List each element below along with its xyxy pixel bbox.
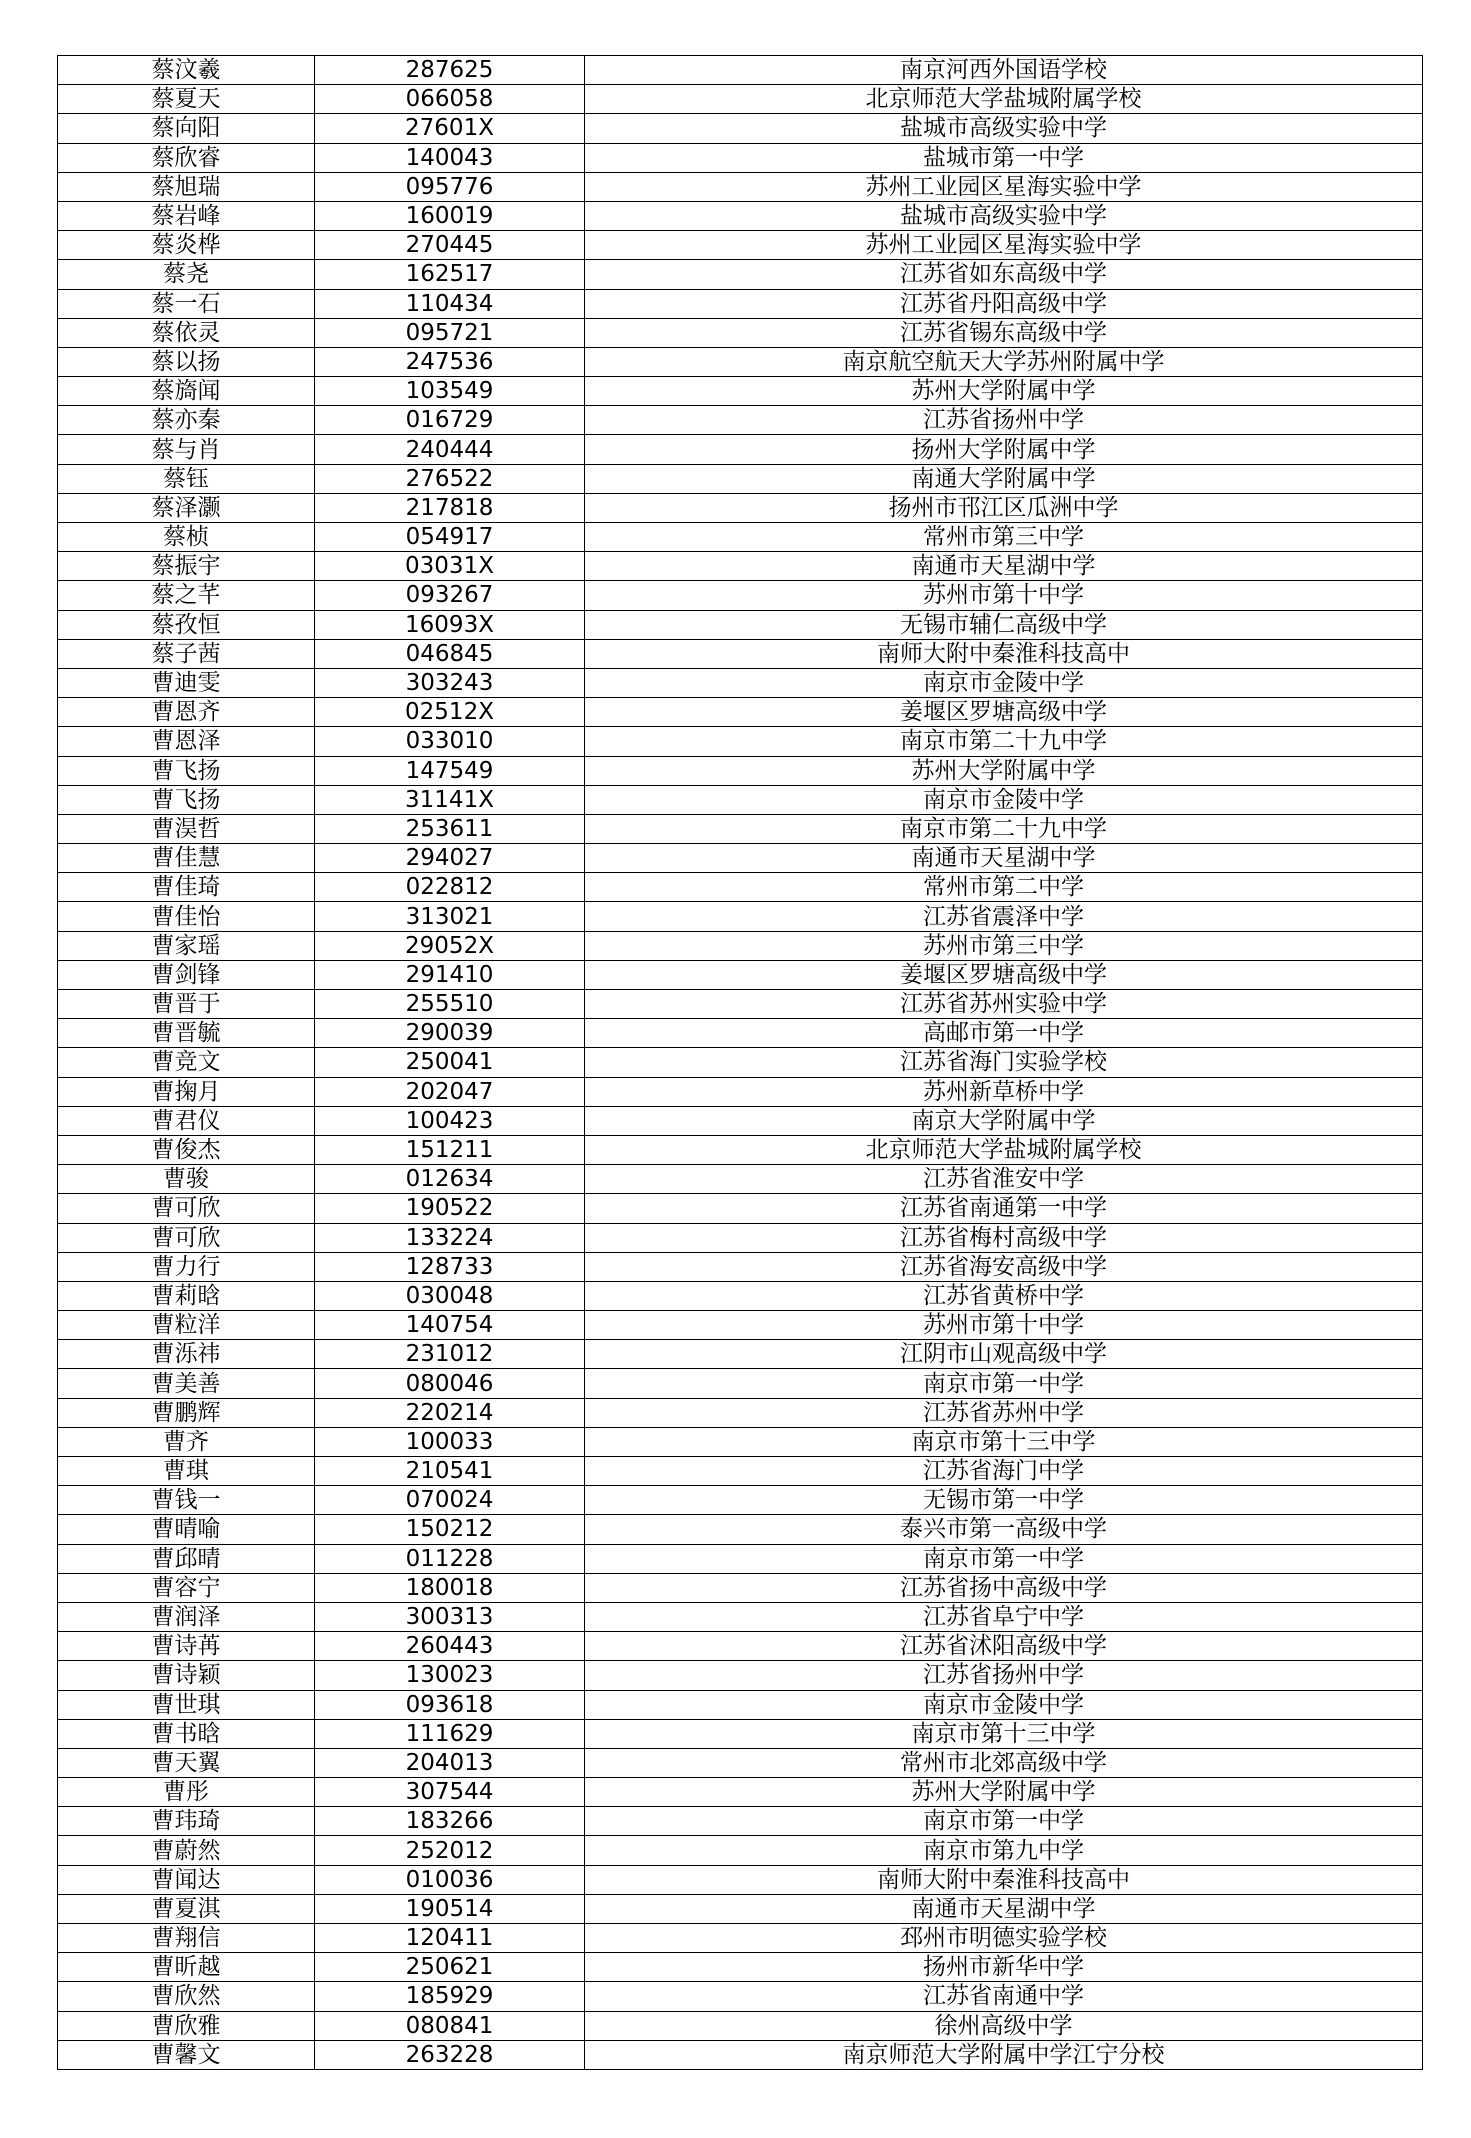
school-name-cell: 江苏省南通中学 (585, 1982, 1423, 2011)
table-row (58, 143, 1423, 172)
student-id-cell: 012634 (315, 1165, 585, 1194)
table-row (58, 902, 1423, 931)
school-name-cell: 常州市北郊高级中学 (585, 1748, 1423, 1777)
table-row (58, 1369, 1423, 1398)
student-id-cell: 162517 (315, 260, 585, 289)
table-row (58, 727, 1423, 756)
student-id-cell: 046845 (315, 639, 585, 668)
school-name-cell: 北京师范大学盐城附属学校 (585, 1135, 1423, 1164)
student-name-cell: 曹诗颖 (58, 1661, 315, 1690)
table-row (58, 172, 1423, 201)
table-row (58, 406, 1423, 435)
school-name-cell: 南京市第二十九中学 (585, 814, 1423, 843)
student-id-cell: 080841 (315, 2011, 585, 2040)
student-id-cell: 054917 (315, 523, 585, 552)
school-name-cell: 苏州工业园区星海实验中学 (585, 172, 1423, 201)
table-row (58, 201, 1423, 230)
table-row (58, 1778, 1423, 1807)
student-id-cell: 016729 (315, 406, 585, 435)
table-row (58, 1894, 1423, 1923)
student-id-cell: 210541 (315, 1457, 585, 1486)
school-name-cell: 无锡市第一中学 (585, 1486, 1423, 1515)
table-row (58, 960, 1423, 989)
student-name-cell: 蔡炎桦 (58, 231, 315, 260)
table-row (58, 756, 1423, 785)
school-name-cell: 南京市第九中学 (585, 1836, 1423, 1865)
table-row (58, 639, 1423, 668)
student-name-cell: 曹玮琦 (58, 1807, 315, 1836)
school-name-cell: 南京市第十三中学 (585, 1427, 1423, 1456)
student-id-cell: 231012 (315, 1340, 585, 1369)
school-name-cell: 江苏省如东高级中学 (585, 260, 1423, 289)
student-name-cell: 蔡亦秦 (58, 406, 315, 435)
table-row (58, 1602, 1423, 1631)
student-id-cell: 190514 (315, 1894, 585, 1923)
school-name-cell: 江苏省沭阳高级中学 (585, 1632, 1423, 1661)
student-name-cell: 蔡尧 (58, 260, 315, 289)
table-row (58, 1077, 1423, 1106)
table-row (58, 260, 1423, 289)
table-row (58, 377, 1423, 406)
table-row (58, 668, 1423, 697)
student-name-cell: 曹粒洋 (58, 1311, 315, 1340)
school-name-cell: 南京市第一中学 (585, 1807, 1423, 1836)
school-name-cell: 南京市金陵中学 (585, 1690, 1423, 1719)
student-name-cell: 曹馨文 (58, 2040, 315, 2069)
student-name-cell: 曹夏淇 (58, 1894, 315, 1923)
school-name-cell: 无锡市辅仁高级中学 (585, 610, 1423, 639)
school-name-cell: 常州市第二中学 (585, 873, 1423, 902)
school-name-cell: 苏州市第三中学 (585, 931, 1423, 960)
student-name-cell: 蔡以扬 (58, 347, 315, 376)
student-id-cell: 03031X (315, 552, 585, 581)
table-row (58, 1661, 1423, 1690)
school-name-cell: 江苏省锡东高级中学 (585, 318, 1423, 347)
student-name-cell: 曹佳琦 (58, 873, 315, 902)
table-row (58, 873, 1423, 902)
student-name-cell: 曹可欣 (58, 1223, 315, 1252)
table-row (58, 1953, 1423, 1982)
student-name-cell: 蔡泽灏 (58, 493, 315, 522)
student-id-cell: 140043 (315, 143, 585, 172)
student-name-cell: 曹骏 (58, 1165, 315, 1194)
student-name-cell: 曹淏哲 (58, 814, 315, 843)
table-row (58, 1748, 1423, 1777)
student-id-cell: 066058 (315, 85, 585, 114)
school-name-cell: 江阴市山观高级中学 (585, 1340, 1423, 1369)
school-name-cell: 苏州工业园区星海实验中学 (585, 231, 1423, 260)
school-name-cell: 江苏省海安高级中学 (585, 1252, 1423, 1281)
school-name-cell: 南京河西外国语学校 (585, 56, 1423, 85)
table-row (58, 814, 1423, 843)
table-row (58, 318, 1423, 347)
table-row (58, 1281, 1423, 1310)
student-id-cell: 130023 (315, 1661, 585, 1690)
student-id-cell: 300313 (315, 1602, 585, 1631)
school-name-cell: 南通市天星湖中学 (585, 1894, 1423, 1923)
table-row (58, 1573, 1423, 1602)
table-row (58, 1106, 1423, 1135)
student-name-cell: 曹美善 (58, 1369, 315, 1398)
school-name-cell: 泰兴市第一高级中学 (585, 1515, 1423, 1544)
student-name-cell: 蔡旭瑞 (58, 172, 315, 201)
school-name-cell: 江苏省震泽中学 (585, 902, 1423, 931)
table-row (58, 1982, 1423, 2011)
table-row (58, 1690, 1423, 1719)
student-name-cell: 蔡夏天 (58, 85, 315, 114)
student-name-cell: 曹容宁 (58, 1573, 315, 1602)
student-id-cell: 150212 (315, 1515, 585, 1544)
school-name-cell: 苏州大学附属中学 (585, 377, 1423, 406)
student-id-cell: 255510 (315, 990, 585, 1019)
student-id-cell: 133224 (315, 1223, 585, 1252)
school-name-cell: 南京市第一中学 (585, 1544, 1423, 1573)
table-row (58, 1807, 1423, 1836)
student-name-cell: 曹家瑶 (58, 931, 315, 960)
student-name-cell: 曹鹏辉 (58, 1398, 315, 1427)
student-id-cell: 252012 (315, 1836, 585, 1865)
student-id-cell: 263228 (315, 2040, 585, 2069)
student-name-cell: 曹琪 (58, 1457, 315, 1486)
school-name-cell: 苏州市第十中学 (585, 1311, 1423, 1340)
student-name-cell: 曹蔚然 (58, 1836, 315, 1865)
school-name-cell: 南京市金陵中学 (585, 785, 1423, 814)
student-name-cell: 曹君仪 (58, 1106, 315, 1135)
school-name-cell: 南京市第一中学 (585, 1369, 1423, 1398)
school-name-cell: 徐州高级中学 (585, 2011, 1423, 2040)
school-name-cell: 江苏省苏州中学 (585, 1398, 1423, 1427)
school-name-cell: 常州市第三中学 (585, 523, 1423, 552)
student-id-cell: 290039 (315, 1019, 585, 1048)
table-row (58, 1486, 1423, 1515)
student-id-cell: 151211 (315, 1135, 585, 1164)
school-name-cell: 盐城市高级实验中学 (585, 114, 1423, 143)
student-id-cell: 291410 (315, 960, 585, 989)
school-name-cell: 盐城市高级实验中学 (585, 201, 1423, 230)
student-name-cell: 曹欣雅 (58, 2011, 315, 2040)
table-row (58, 1515, 1423, 1544)
table-row (58, 1340, 1423, 1369)
table-row (58, 1457, 1423, 1486)
student-id-cell: 29052X (315, 931, 585, 960)
school-name-cell: 南京市第二十九中学 (585, 727, 1423, 756)
student-name-cell: 曹晋于 (58, 990, 315, 1019)
table-row (58, 1311, 1423, 1340)
student-id-cell: 011228 (315, 1544, 585, 1573)
student-id-cell: 303243 (315, 668, 585, 697)
school-name-cell: 南师大附中秦淮科技高中 (585, 639, 1423, 668)
student-name-cell: 曹诗苒 (58, 1632, 315, 1661)
school-name-cell: 江苏省淮安中学 (585, 1165, 1423, 1194)
student-name-cell: 曹恩齐 (58, 698, 315, 727)
student-name-cell: 蔡依灵 (58, 318, 315, 347)
student-id-cell: 204013 (315, 1748, 585, 1777)
student-id-cell: 190522 (315, 1194, 585, 1223)
school-name-cell: 姜堰区罗塘高级中学 (585, 698, 1423, 727)
table-row (58, 698, 1423, 727)
table-row (58, 1194, 1423, 1223)
student-name-cell: 蔡汶羲 (58, 56, 315, 85)
student-name-cell: 曹力行 (58, 1252, 315, 1281)
student-id-cell: 033010 (315, 727, 585, 756)
table-row (58, 289, 1423, 318)
roster-table (57, 55, 1423, 2070)
student-name-cell: 曹飞扬 (58, 785, 315, 814)
student-name-cell: 蔡钰 (58, 464, 315, 493)
table-row (58, 552, 1423, 581)
student-id-cell: 180018 (315, 1573, 585, 1602)
student-id-cell: 140754 (315, 1311, 585, 1340)
student-id-cell: 02512X (315, 698, 585, 727)
student-id-cell: 240444 (315, 435, 585, 464)
student-id-cell: 250621 (315, 1953, 585, 1982)
school-name-cell: 江苏省扬中高级中学 (585, 1573, 1423, 1602)
table-row (58, 114, 1423, 143)
student-name-cell: 蔡振宇 (58, 552, 315, 581)
student-name-cell: 曹迪雯 (58, 668, 315, 697)
student-name-cell: 曹泺祎 (58, 1340, 315, 1369)
student-name-cell: 蔡之芊 (58, 581, 315, 610)
table-row (58, 493, 1423, 522)
table-row (58, 581, 1423, 610)
student-id-cell: 253611 (315, 814, 585, 843)
table-row (58, 844, 1423, 873)
student-name-cell: 曹世琪 (58, 1690, 315, 1719)
school-name-cell: 高邮市第一中学 (585, 1019, 1423, 1048)
school-name-cell: 江苏省海门实验学校 (585, 1048, 1423, 1077)
student-name-cell: 曹恩泽 (58, 727, 315, 756)
school-name-cell: 邳州市明德实验学校 (585, 1924, 1423, 1953)
school-name-cell: 江苏省海门中学 (585, 1457, 1423, 1486)
student-id-cell: 095776 (315, 172, 585, 201)
student-id-cell: 270445 (315, 231, 585, 260)
table-row (58, 1632, 1423, 1661)
table-row (58, 1398, 1423, 1427)
student-id-cell: 100033 (315, 1427, 585, 1456)
student-id-cell: 080046 (315, 1369, 585, 1398)
student-id-cell: 022812 (315, 873, 585, 902)
table-row (58, 231, 1423, 260)
student-id-cell: 147549 (315, 756, 585, 785)
student-name-cell: 曹天翼 (58, 1748, 315, 1777)
table-row (58, 1252, 1423, 1281)
school-name-cell: 苏州大学附属中学 (585, 756, 1423, 785)
student-name-cell: 曹佳慧 (58, 844, 315, 873)
table-row (58, 1924, 1423, 1953)
table-row (58, 2040, 1423, 2069)
school-name-cell: 南京大学附属中学 (585, 1106, 1423, 1135)
table-row (58, 1427, 1423, 1456)
student-name-cell: 曹晋毓 (58, 1019, 315, 1048)
student-name-cell: 蔡向阳 (58, 114, 315, 143)
table-row (58, 1019, 1423, 1048)
student-id-cell: 27601X (315, 114, 585, 143)
roster-body (58, 56, 1423, 2070)
student-name-cell: 曹翔信 (58, 1924, 315, 1953)
table-row (58, 1719, 1423, 1748)
student-id-cell: 313021 (315, 902, 585, 931)
table-row (58, 1865, 1423, 1894)
school-name-cell: 江苏省梅村高级中学 (585, 1223, 1423, 1252)
student-name-cell: 蔡子茜 (58, 639, 315, 668)
student-id-cell: 247536 (315, 347, 585, 376)
table-row (58, 2011, 1423, 2040)
table-row (58, 435, 1423, 464)
school-name-cell: 扬州大学附属中学 (585, 435, 1423, 464)
student-id-cell: 287625 (315, 56, 585, 85)
student-name-cell: 曹掬月 (58, 1077, 315, 1106)
student-name-cell: 曹润泽 (58, 1602, 315, 1631)
school-name-cell: 扬州市邗江区瓜洲中学 (585, 493, 1423, 522)
student-id-cell: 100423 (315, 1106, 585, 1135)
student-name-cell: 曹邱晴 (58, 1544, 315, 1573)
student-name-cell: 曹飞扬 (58, 756, 315, 785)
table-row (58, 785, 1423, 814)
school-name-cell: 江苏省黄桥中学 (585, 1281, 1423, 1310)
student-id-cell: 093267 (315, 581, 585, 610)
school-name-cell: 南师大附中秦淮科技高中 (585, 1865, 1423, 1894)
student-id-cell: 217818 (315, 493, 585, 522)
school-name-cell: 南京市第十三中学 (585, 1719, 1423, 1748)
table-row (58, 464, 1423, 493)
table-row (58, 1135, 1423, 1164)
student-name-cell: 曹竞文 (58, 1048, 315, 1077)
school-name-cell: 苏州大学附属中学 (585, 1778, 1423, 1807)
student-id-cell: 160019 (315, 201, 585, 230)
student-id-cell: 31141X (315, 785, 585, 814)
table-row (58, 347, 1423, 376)
table-row (58, 1048, 1423, 1077)
school-name-cell: 江苏省南通第一中学 (585, 1194, 1423, 1223)
school-name-cell: 江苏省阜宁中学 (585, 1602, 1423, 1631)
student-name-cell: 曹齐 (58, 1427, 315, 1456)
table-row (58, 610, 1423, 639)
school-name-cell: 南通大学附属中学 (585, 464, 1423, 493)
student-name-cell: 曹钱一 (58, 1486, 315, 1515)
student-name-cell: 曹闻达 (58, 1865, 315, 1894)
student-id-cell: 070024 (315, 1486, 585, 1515)
school-name-cell: 姜堰区罗塘高级中学 (585, 960, 1423, 989)
school-name-cell: 扬州市新华中学 (585, 1953, 1423, 1982)
table-row (58, 56, 1423, 85)
student-name-cell: 曹欣然 (58, 1982, 315, 2011)
table-row (58, 85, 1423, 114)
student-name-cell: 曹莉晗 (58, 1281, 315, 1310)
student-id-cell: 183266 (315, 1807, 585, 1836)
student-id-cell: 307544 (315, 1778, 585, 1807)
student-id-cell: 120411 (315, 1924, 585, 1953)
student-name-cell: 曹彤 (58, 1778, 315, 1807)
student-name-cell: 曹剑锋 (58, 960, 315, 989)
student-id-cell: 111629 (315, 1719, 585, 1748)
school-name-cell: 南京市金陵中学 (585, 668, 1423, 697)
student-name-cell: 曹佳怡 (58, 902, 315, 931)
school-name-cell: 苏州新草桥中学 (585, 1077, 1423, 1106)
student-name-cell: 曹昕越 (58, 1953, 315, 1982)
student-id-cell: 220214 (315, 1398, 585, 1427)
student-name-cell: 蔡欣睿 (58, 143, 315, 172)
student-id-cell: 128733 (315, 1252, 585, 1281)
table-row (58, 1836, 1423, 1865)
school-name-cell: 江苏省苏州实验中学 (585, 990, 1423, 1019)
student-name-cell: 蔡与肖 (58, 435, 315, 464)
school-name-cell: 北京师范大学盐城附属学校 (585, 85, 1423, 114)
school-name-cell: 南京师范大学附属中学江宁分校 (585, 2040, 1423, 2069)
school-name-cell: 江苏省扬州中学 (585, 1661, 1423, 1690)
student-name-cell: 曹书晗 (58, 1719, 315, 1748)
student-id-cell: 260443 (315, 1632, 585, 1661)
student-id-cell: 110434 (315, 289, 585, 318)
student-name-cell: 蔡旖闻 (58, 377, 315, 406)
student-name-cell: 曹晴喻 (58, 1515, 315, 1544)
student-id-cell: 030048 (315, 1281, 585, 1310)
table-row (58, 1544, 1423, 1573)
school-name-cell: 江苏省丹阳高级中学 (585, 289, 1423, 318)
student-name-cell: 蔡孜恒 (58, 610, 315, 639)
school-name-cell: 江苏省扬州中学 (585, 406, 1423, 435)
table-row (58, 523, 1423, 552)
student-id-cell: 250041 (315, 1048, 585, 1077)
student-id-cell: 16093X (315, 610, 585, 639)
student-name-cell: 蔡一石 (58, 289, 315, 318)
table-row (58, 1165, 1423, 1194)
table-row (58, 990, 1423, 1019)
school-name-cell: 南京航空航天大学苏州附属中学 (585, 347, 1423, 376)
student-name-cell: 曹俊杰 (58, 1135, 315, 1164)
student-id-cell: 095721 (315, 318, 585, 347)
student-id-cell: 185929 (315, 1982, 585, 2011)
school-name-cell: 盐城市第一中学 (585, 143, 1423, 172)
student-id-cell: 276522 (315, 464, 585, 493)
student-id-cell: 010036 (315, 1865, 585, 1894)
student-name-cell: 曹可欣 (58, 1194, 315, 1223)
school-name-cell: 南通市天星湖中学 (585, 552, 1423, 581)
student-name-cell: 蔡岩峰 (58, 201, 315, 230)
student-id-cell: 103549 (315, 377, 585, 406)
school-name-cell: 苏州市第十中学 (585, 581, 1423, 610)
student-name-cell: 蔡桢 (58, 523, 315, 552)
student-id-cell: 202047 (315, 1077, 585, 1106)
table-row (58, 1223, 1423, 1252)
table-row (58, 931, 1423, 960)
student-id-cell: 093618 (315, 1690, 585, 1719)
school-name-cell: 南通市天星湖中学 (585, 844, 1423, 873)
student-id-cell: 294027 (315, 844, 585, 873)
